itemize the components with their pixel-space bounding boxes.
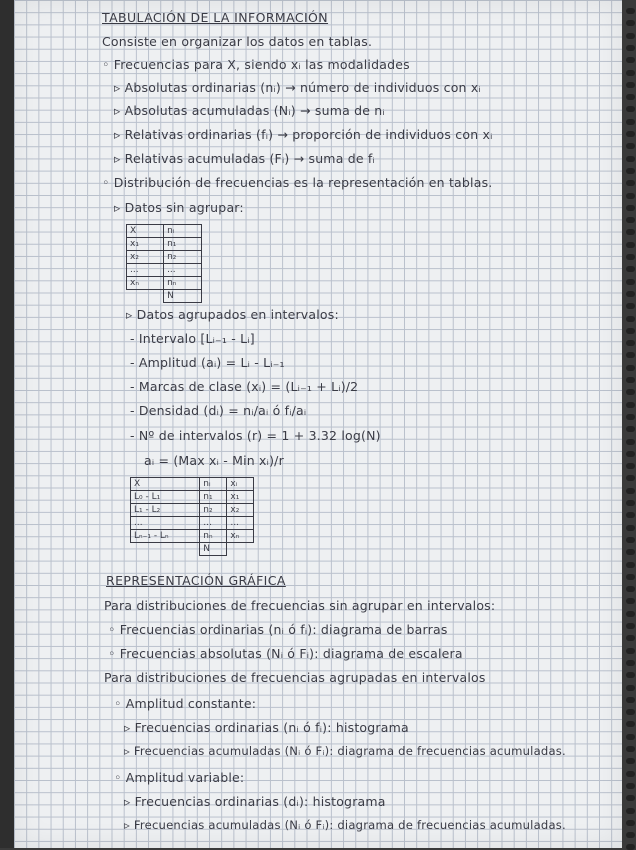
spiral-hole bbox=[626, 156, 635, 162]
spiral-hole bbox=[626, 844, 635, 850]
spiral-hole bbox=[626, 451, 635, 457]
spiral-hole bbox=[626, 389, 635, 395]
spiral-hole bbox=[626, 697, 635, 703]
spiral-hole bbox=[626, 734, 635, 740]
text-line: ◦ Distribución de frecuencias es la representación en tablas. bbox=[102, 175, 493, 190]
spiral-hole bbox=[626, 709, 635, 715]
text-line: - Nº de intervalos (r) = 1 + 3.32 log(N) bbox=[130, 428, 381, 443]
table-header-cell: nᵢ bbox=[200, 478, 227, 491]
text-line: ▹ Frecuencias ordinarias (nᵢ ó fᵢ): histograma bbox=[124, 720, 409, 735]
spiral-hole bbox=[626, 574, 635, 580]
spiral-hole bbox=[626, 82, 635, 88]
table-row bbox=[127, 238, 202, 251]
section-title-grafica: REPRESENTACIÓN GRÁFICA bbox=[106, 573, 286, 588]
spiral-hole bbox=[626, 562, 635, 568]
text-line: ▹ Frecuencias ordinarias (dᵢ): histograma bbox=[124, 794, 386, 809]
spiral-hole bbox=[626, 685, 635, 691]
spiral-hole bbox=[626, 279, 635, 285]
text-line: ◦ Frecuencias para X, siendo xᵢ las modalidades bbox=[102, 57, 410, 72]
spiral-hole bbox=[626, 340, 635, 346]
spiral-hole bbox=[626, 352, 635, 358]
spiral-hole bbox=[626, 623, 635, 629]
text-line: - Densidad (dᵢ) = nᵢ/aᵢ ó fᵢ/aᵢ bbox=[130, 403, 307, 418]
spiral-hole bbox=[626, 611, 635, 617]
spiral-hole bbox=[626, 746, 635, 752]
spiral-hole bbox=[626, 463, 635, 469]
table-cell: x₁ bbox=[227, 491, 254, 504]
table-cell: ... bbox=[200, 517, 227, 530]
text-line: ▹ Absolutas ordinarias (nᵢ) → número de individuos con xᵢ bbox=[114, 80, 481, 95]
table-header-cell: X bbox=[127, 225, 164, 238]
spiral-hole bbox=[626, 131, 635, 137]
table-cell: n₁ bbox=[164, 238, 202, 251]
frequency-table-ungrouped bbox=[126, 224, 202, 303]
table-row bbox=[131, 504, 254, 517]
frequency-table-intervals bbox=[130, 477, 254, 556]
table-cell: n₂ bbox=[200, 504, 227, 517]
text-line: ▹ Frecuencias acumuladas (Nᵢ ó Fᵢ): diagrama de frecuencias acumuladas. bbox=[124, 744, 566, 758]
spiral-hole bbox=[626, 426, 635, 432]
notebook-edge bbox=[0, 0, 14, 848]
table-cell bbox=[127, 290, 164, 303]
table-row bbox=[127, 277, 202, 290]
table-cell: ... bbox=[131, 517, 200, 530]
text-line: ▹ Absolutas acumuladas (Nᵢ) → suma de nᵢ bbox=[114, 103, 385, 118]
spiral-hole bbox=[626, 377, 635, 383]
spiral-hole bbox=[626, 488, 635, 494]
spiral-hole bbox=[626, 242, 635, 248]
table-header-cell: X bbox=[131, 478, 200, 491]
spiral-hole bbox=[626, 70, 635, 76]
table-cell: nₙ bbox=[164, 277, 202, 290]
text-line: ◦ Frecuencias ordinarias (nᵢ ó fᵢ): diagrama de barras bbox=[108, 622, 448, 637]
text-line: ▹ Datos sin agrupar: bbox=[114, 200, 244, 215]
spiral-hole bbox=[626, 168, 635, 174]
text-line: - Amplitud (aᵢ) = Lᵢ - Lᵢ₋₁ bbox=[130, 355, 285, 370]
table-cell: x₂ bbox=[227, 504, 254, 517]
table-total-cell: N bbox=[164, 290, 202, 303]
spiral-hole bbox=[626, 439, 635, 445]
table-total-cell: N bbox=[200, 543, 227, 556]
spiral-hole bbox=[626, 8, 635, 14]
spiral-hole bbox=[626, 180, 635, 186]
text-line: ▹ Relativas ordinarias (fᵢ) → proporción de individuos con xᵢ bbox=[114, 127, 493, 142]
spiral-hole bbox=[626, 291, 635, 297]
spiral-hole bbox=[626, 758, 635, 764]
table-cell: xₙ bbox=[227, 530, 254, 543]
table-row bbox=[131, 517, 254, 530]
notebook-page bbox=[14, 0, 622, 848]
spiral-hole bbox=[626, 402, 635, 408]
section-title-tabulacion: TABULACIÓN DE LA INFORMACIÓN bbox=[102, 10, 329, 25]
spiral-hole bbox=[626, 475, 635, 481]
spiral-hole bbox=[626, 94, 635, 100]
spiral-hole bbox=[626, 648, 635, 654]
spiral-hole bbox=[626, 537, 635, 543]
text-line: ◦ Amplitud variable: bbox=[114, 770, 245, 785]
table-cell: x₁ bbox=[127, 238, 164, 251]
table-cell: n₁ bbox=[200, 491, 227, 504]
spiral-hole bbox=[626, 512, 635, 518]
table-row bbox=[127, 264, 202, 277]
spiral-hole bbox=[626, 328, 635, 334]
spiral-hole bbox=[626, 217, 635, 223]
spiral-hole bbox=[626, 229, 635, 235]
spiral-hole bbox=[626, 45, 635, 51]
text-line: ▹ Datos agrupados en intervalos: bbox=[126, 307, 339, 322]
table-header-cell: xᵢ bbox=[227, 478, 254, 491]
text-line: - Marcas de clase (xᵢ) = (Lᵢ₋₁ + Lᵢ)/2 bbox=[130, 379, 359, 394]
table-cell: nₙ bbox=[200, 530, 227, 543]
spiral-hole bbox=[626, 771, 635, 777]
spiral-hole bbox=[626, 635, 635, 641]
spiral-hole bbox=[626, 500, 635, 506]
spiral-hole bbox=[626, 832, 635, 838]
spiral-binding bbox=[620, 0, 636, 848]
table-cell: n₂ bbox=[164, 251, 202, 264]
spiral-hole bbox=[626, 598, 635, 604]
table-cell: ... bbox=[227, 517, 254, 530]
spiral-hole bbox=[626, 316, 635, 322]
text-line: ▹ Relativas acumuladas (Fᵢ) → suma de fᵢ bbox=[114, 151, 375, 166]
spiral-hole bbox=[626, 205, 635, 211]
spiral-hole bbox=[626, 193, 635, 199]
spiral-hole bbox=[626, 254, 635, 260]
spiral-hole bbox=[626, 20, 635, 26]
table-cell: ... bbox=[164, 264, 202, 277]
text-line: ◦ Frecuencias absolutas (Nᵢ ó Fᵢ): diagrama de escalera bbox=[108, 646, 463, 661]
table-cell: ... bbox=[127, 264, 164, 277]
spiral-hole bbox=[626, 414, 635, 420]
text-line: - Intervalo [Lᵢ₋₁ - Lᵢ] bbox=[130, 331, 255, 346]
spiral-hole bbox=[626, 106, 635, 112]
spiral-hole bbox=[626, 660, 635, 666]
spiral-hole bbox=[626, 143, 635, 149]
text-line: ▹ Frecuencias acumuladas (Nᵢ ó Fᵢ): diagrama de frecuencias acumuladas. bbox=[124, 818, 566, 832]
spiral-hole bbox=[626, 672, 635, 678]
spiral-hole bbox=[626, 820, 635, 826]
spiral-hole bbox=[626, 549, 635, 555]
table-row bbox=[131, 530, 254, 543]
spiral-hole bbox=[626, 119, 635, 125]
spiral-hole bbox=[626, 808, 635, 814]
spiral-hole bbox=[626, 303, 635, 309]
text-line: aᵢ = (Max xᵢ - Min xᵢ)/r bbox=[144, 453, 284, 468]
spiral-hole bbox=[626, 721, 635, 727]
table-cell: x₂ bbox=[127, 251, 164, 264]
spiral-hole bbox=[626, 365, 635, 371]
table-header-cell: nᵢ bbox=[164, 225, 202, 238]
text-line: ◦ Amplitud constante: bbox=[114, 696, 257, 711]
spiral-hole bbox=[626, 586, 635, 592]
spiral-hole bbox=[626, 783, 635, 789]
spiral-hole bbox=[626, 266, 635, 272]
table-cell bbox=[131, 543, 200, 556]
text-line: Para distribuciones de frecuencias agrupadas en intervalos bbox=[104, 670, 486, 685]
table-cell: Lₙ₋₁ - Lₙ bbox=[131, 530, 200, 543]
table-row bbox=[131, 491, 254, 504]
spiral-hole bbox=[626, 795, 635, 801]
spiral-hole bbox=[626, 57, 635, 63]
spiral-hole bbox=[626, 525, 635, 531]
table-cell: L₁ - L₂ bbox=[131, 504, 200, 517]
table-row bbox=[127, 251, 202, 264]
table-cell: L₀ - L₁ bbox=[131, 491, 200, 504]
text-line: Consiste en organizar los datos en tablas. bbox=[102, 34, 373, 49]
spiral-hole bbox=[626, 33, 635, 39]
table-cell: xₙ bbox=[127, 277, 164, 290]
table-cell bbox=[227, 543, 254, 556]
text-line: Para distribuciones de frecuencias sin agrupar en intervalos: bbox=[104, 598, 496, 613]
